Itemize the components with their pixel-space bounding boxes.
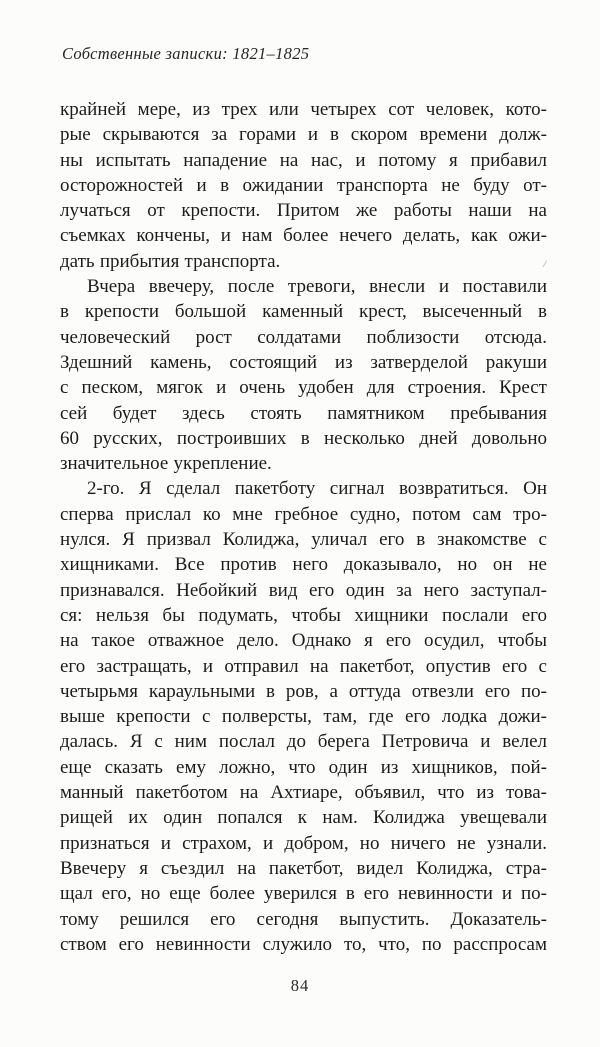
text-line: сей будет здесь стоять памятником пребывания (60, 402, 547, 424)
text-line: значительное укрепление. (60, 453, 272, 475)
text-line: осторожностей и в ожидании транспорта не буду от- (60, 174, 547, 196)
text-line: хищниками. Все против него доказывало, но он не (60, 554, 547, 576)
text-line: щал его, но еще более уверился в его невинности и по- (60, 883, 547, 905)
text-line: четырьмя караульными в ров, а оттуда отвезли его по- (60, 680, 547, 702)
text-line: Ввечеру я съездил на пакетбот, видел Колиджа, стра- (60, 857, 547, 879)
text-line: крайней мере, из трех или четырех сот человек, кото- (60, 99, 547, 120)
text-line: его застращать, и отправил на пакетбот, опустив его с (60, 655, 547, 677)
text-line: признаться и страхом, и добром, но ничего не узнали. (60, 832, 547, 854)
text-line: в крепости большой каменный крест, высеченный в (60, 301, 547, 323)
paragraph (60, 97, 547, 274)
text-line: признавался. Небойкий вид его один за него заступал- (60, 579, 547, 601)
paragraph (60, 274, 547, 476)
text-line: ся: нельзя бы подумать, чтобы хищники послали его (60, 604, 547, 626)
text-line: на такое отважное дело. Однако я его осудил, чтобы (60, 630, 547, 652)
text-line: ством его невинности служило то, что, по расспросам (60, 933, 547, 955)
running-header: Собственные записки: 1821–1825 (62, 44, 310, 63)
text-line: рищей их один попался к нам. Колиджа увещевали (60, 807, 547, 829)
text-line: нулся. Я призвал Колиджа, уличал его в знакомстве с (60, 529, 547, 551)
text-line: с песком, мягок и очень удобен для строения. Крест (60, 377, 547, 399)
text-line: Здешний камень, состоящий из затверделой ракуши (60, 351, 547, 373)
text-line: сперва прислал ко мне гребное судно, потом сам тро- (60, 503, 547, 525)
text-line: манный пакетботом на Ахтиаре, объявил, что из това- (60, 782, 547, 804)
text-line: далась. Я с ним послал до берега Петровича и велел (60, 731, 547, 753)
text-line: лучаться от крепости. Притом же работы наши на (60, 200, 547, 222)
text-line: тому решился его сегодня выпустить. Доказатель- (60, 908, 547, 930)
page-number: 84 (290, 976, 310, 995)
body-text (60, 97, 547, 957)
text-line: 2-го. Я сделал пакетботу сигнал возвратиться. Он (87, 478, 547, 500)
paragraph (60, 476, 547, 957)
text-line: рые скрываются за горами и в скором времени долж- (60, 124, 547, 146)
text-line: дать прибытия транспорта. (60, 250, 281, 272)
text-line: съемках кончены, и нам более нечего делать, как ожи- (60, 225, 547, 247)
text-line: ны испытать нападение на нас, и потому я прибавил (60, 149, 547, 171)
text-line: человеческий рост солдатами поблизости отсюда. (60, 326, 547, 348)
text-line: еще сказать ему ложно, что один из хищников, пой- (60, 756, 547, 778)
text-line: выше крепости с полверсты, там, где его лодка дожи- (60, 706, 547, 728)
text-line: Вчера ввечеру, после тревоги, внесли и поставили (87, 276, 547, 298)
text-line: 60 русских, построивших в несколько дней довольно (60, 427, 547, 449)
